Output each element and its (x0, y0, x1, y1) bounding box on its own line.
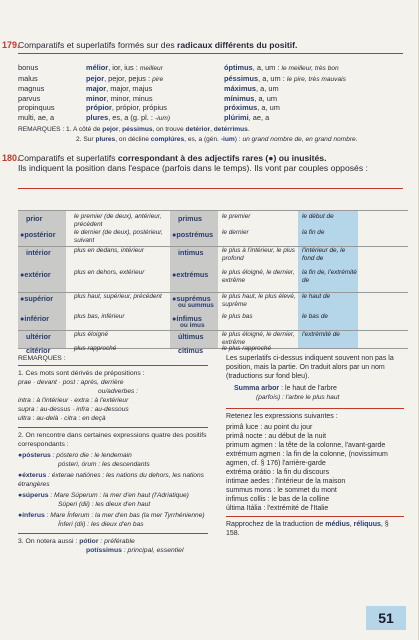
expression-item: intimae aedes : l'intérieur de la maison (226, 478, 346, 485)
comparative-form: major, major, majus (86, 84, 153, 94)
superlative-translation: le plus éloigné, le dernier, extrême (222, 269, 295, 284)
list-item: ●ínferus : Mare Ínferum : la mer d'en bas (la mer Tyrrhénienne) (18, 512, 205, 519)
positive-form: propinquus (18, 103, 55, 113)
page-number: 51 (366, 606, 406, 630)
positive-form: magnus (18, 84, 45, 94)
remark-2-items (18, 451, 208, 529)
superlative-form: próximus, a, um (224, 103, 280, 113)
remark-2: 2. Sur plures, on décline complúres, es, a (gén. -ium) : un grand nombre de, en grand nombre. (76, 136, 358, 143)
expressions-list (226, 423, 404, 513)
superlative-form: óptimus, a, um : le meilleur, très bon (224, 63, 339, 72)
noun-translation: le début de (302, 213, 334, 220)
superlative-form: máximus, a, um (224, 84, 279, 94)
list-item (18, 103, 398, 113)
comparative-translation: plus éloigné (74, 331, 109, 338)
expression-item: extrémum agmen : la fin de la colonne, (novissimum agmen, cf. § 176) l'arrière-garde (226, 451, 388, 467)
expression-item: última Itália : l'extrémité de l'Italie (226, 505, 329, 512)
section-179-title: Comparatifs et superlatifs formés sur des radicaux différents du positif. (18, 40, 298, 50)
comparative-word: ●inférior (20, 314, 50, 323)
superlative-alt: ou imus (180, 322, 205, 329)
superlative-word: primus (178, 214, 202, 223)
comparative-form: mélior, ior, ius : meilleur (86, 63, 163, 72)
comparative-form: plures, es, a (g. pl. : -ium) (86, 112, 171, 122)
rapprochez-note: Rapprochez de la traduction de médius, réliquus, § 158. (226, 521, 389, 537)
superlative-form: plúrimi, ae, a (224, 112, 270, 122)
positive-form: parvus (18, 93, 41, 103)
list-item (18, 63, 398, 74)
retenez-heading: Retenez les expressions suivantes : (226, 413, 338, 420)
comparative-translation: le dernier (de deux), postérieur, suivant (74, 229, 163, 244)
example-block: Summa arbor : le haut de l'arbre (parfois) : l'arbre le plus haut (234, 385, 340, 401)
positive-form: malus (18, 73, 38, 83)
superlative-translation: le plus bas (222, 313, 253, 320)
remarks-left: REMARQUES : 1. Ces mots sont dérivés de prépositions : prae · devant · post : après, derrière ou/adverbes : intra : à l'intérieur · extra : à l'extérieur supra : au-dessus · infra : au-dessous ultra : au-delà · citra : en deçà 2. On rencontre dans certaines expressions quatre des positifs correspondants : ●pósterus : póstero die : le lendemain pósteri, órum : les descendants ●éxterus : éxterae natiónes : les nations du dehors, les nations étrangères ●súperus : Mare Súperum : la mer d'en haut (l'Adriatique) Súperi (dii) : les dieux d'en haut ●ínferus : Mare Ínferum : la mer d'en bas (la mer Tyrrhénienne) Ínferi (dii) : les dieux d'en bas 3. On notera aussi : pótior : préférable potíssimus : principal, essentiel (18, 355, 207, 554)
comparative-form: própior, própior, própius (86, 103, 167, 113)
remarks-right (226, 354, 404, 538)
remark-2-title: 2. On rencontre dans certaines expressions quatre des positifs correspondants : (18, 432, 207, 448)
superlative-translation: le plus rapproché (222, 345, 272, 352)
list-item-sub: Súperi (dii) : les dieux d'en haut (58, 501, 151, 508)
positive-form: bonus (18, 63, 39, 72)
section-number-179: 179. (2, 40, 20, 50)
list-item (18, 113, 398, 124)
comparative-translation: plus en dehors, extérieur (74, 269, 145, 276)
list-item (18, 74, 398, 85)
superlative-note: Les superlatifs ci-dessus indiquent souvent non pas la position, mais la partie. On traduit alors par un nom (traductions sur fond bleu). (226, 355, 394, 380)
expression-item: primâ luce : au point du jour (226, 424, 313, 431)
comparative-translation: plus rapproché (74, 345, 117, 352)
noun-translation: le haut de (302, 293, 331, 300)
comparative-word: ●extérior (20, 270, 51, 279)
comparison-table (18, 210, 408, 355)
comparative-word: ultérior (26, 332, 51, 341)
superlative-word: ●postrémus (172, 230, 214, 239)
remark-1-title: 1. Ces mots sont dérivés de prépositions : (18, 370, 145, 377)
expression-item: primâ nocte : au début de la nuit (226, 433, 327, 440)
expression-item: infimus collis : le bas de la colline (226, 496, 330, 503)
comparative-word: prior (26, 214, 43, 223)
section-number-180: 180. (2, 153, 20, 163)
superlative-translation: le plus à l'intérieur, le plus profond (222, 247, 295, 262)
superlative-word: ●suprémus (172, 294, 211, 303)
list-item: ●súperus : Mare Súperum : la mer d'en haut (l'Adriatique) (18, 492, 189, 499)
section-179-remarks (18, 125, 408, 145)
comparative-word: ●postérior (20, 230, 56, 239)
comparative-translation: le premier (de deux), antérieur, précédent (74, 213, 162, 228)
comparative-translation: plus bas, inférieur (74, 313, 125, 320)
superlative-word: últimus (178, 332, 204, 341)
comparative-word: ●supérior (20, 294, 54, 303)
list-item: ●pósterus : póstero die : le lendemain (18, 452, 132, 459)
expression-item: extréma orátio : la fin du discours (226, 469, 330, 476)
noun-translation: la fin de (302, 229, 325, 236)
remark-3: 3. On notera aussi : pótior : préférable (18, 538, 135, 545)
superlative-word: citimus (178, 346, 204, 355)
comparative-translation: plus en dedans, intérieur (74, 247, 144, 254)
comparative-word: citérior (26, 346, 51, 355)
superlative-translation: le plus éloigné, le dernier, extrême (222, 331, 295, 346)
noun-translation: l'extrémité de (302, 331, 340, 338)
superlative-word: intimus (178, 248, 204, 257)
list-item (18, 94, 398, 104)
comparative-form: pejor, pejor, pejus : pire (86, 73, 164, 83)
list-item-sub: Ínferi (dii) : les dieux d'en bas (58, 521, 144, 528)
section-180-rule (18, 188, 403, 189)
noun-translation: l'intérieur de, le fond de (302, 247, 346, 262)
comparative-form: minor, minor, minus (86, 93, 153, 103)
superlative-word: ●extrémus (172, 270, 209, 279)
section-180-intro: Ils indiquent la position dans l'espace (parfois dans le temps). Ils vont par couples opposés : (18, 163, 368, 173)
remarks-heading: REMARQUES : (18, 355, 66, 362)
superlative-translation: le premier (222, 213, 251, 220)
noun-translation: la fin de, l'extrémité de (302, 269, 357, 284)
superlative-translation: le dernier (222, 229, 249, 236)
comparative-translation: plus haut, supérieur, précédent (74, 293, 162, 300)
noun-translation: le bas de (302, 313, 328, 320)
list-item (18, 84, 398, 94)
expression-item: summus mons : le sommet du mont (226, 487, 337, 494)
section-179-list (18, 63, 398, 124)
comparative-word: intérior (26, 248, 51, 257)
superlative-form: mínimus, a, um (224, 93, 277, 103)
superlative-alt: ou summus (178, 302, 214, 309)
superlative-word: ●ínfimus (172, 314, 202, 323)
remark-1: REMARQUES : 1. A côté de pejor, péssimus, on trouve detérior, detérrimus. (18, 126, 250, 133)
list-item-sub: pósteri, órum : les descendants (58, 461, 150, 468)
superlative-form: péssimus, a, um : le pire, très mauvais (224, 73, 346, 83)
positive-form: multi, ae, a (18, 112, 55, 122)
section-179-rule (18, 53, 403, 54)
list-item: ●éxterus : éxterae natiónes : les nations du dehors, les nations étrangères (18, 472, 204, 488)
expression-item: primum agmen : la tête de la colonne, l'avant-garde (226, 442, 386, 449)
section-180-title: Comparatifs et superlatifs correspondant à des adjectifs rares (●) ou inusités. Ils indiquent la position dans l'espace (parfois dans le temps). Ils vont par couples opposés : (18, 153, 403, 173)
superlative-translation: le plus haut, le plus élevé, suprême (222, 293, 296, 308)
